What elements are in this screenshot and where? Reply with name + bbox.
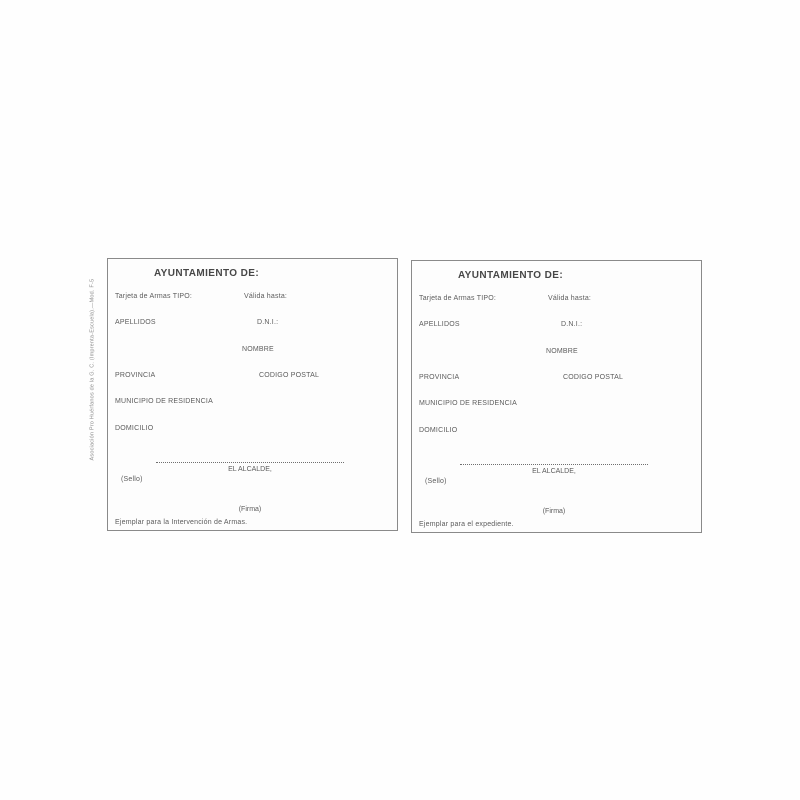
- field-label-codigo-postal: CODIGO POSTAL: [563, 374, 624, 381]
- field-label-tarjeta-tipo: Tarjeta de Armas TIPO:: [419, 295, 497, 302]
- field-label-dni: D.N.I.:: [561, 321, 583, 328]
- card-footer-copy-note: Ejemplar para el expediente.: [419, 521, 514, 528]
- ayuntamiento-title: AYUNTAMIENTO DE:: [153, 268, 260, 279]
- field-label-domicilio: DOMICILIO: [419, 427, 458, 434]
- field-label-tarjeta-tipo: Tarjeta de Armas TIPO:: [115, 293, 193, 300]
- field-label-apellidos: APELLIDOS: [115, 319, 156, 326]
- field-label-apellidos: APELLIDOS: [419, 321, 460, 328]
- ayuntamiento-title: AYUNTAMIENTO DE:: [457, 270, 564, 281]
- alcalde-label: EL ALCALDE,: [228, 466, 272, 473]
- weapon-card-form-expediente: [411, 260, 702, 533]
- sello-label: (Sello): [121, 476, 143, 483]
- field-label-provincia: PROVINCIA: [115, 372, 156, 379]
- field-label-valida-hasta: Válida hasta:: [244, 293, 288, 300]
- sello-label: (Sello): [425, 478, 447, 485]
- signature-dotted-line: [460, 464, 648, 465]
- field-label-codigo-postal: CODIGO POSTAL: [259, 372, 320, 379]
- field-label-nombre: NOMBRE: [546, 348, 578, 355]
- field-label-domicilio: DOMICILIO: [115, 425, 154, 432]
- field-label-municipio: MUNICIPIO DE RESIDENCIA: [419, 400, 517, 407]
- field-label-valida-hasta: Válida hasta:: [548, 295, 592, 302]
- card-footer-copy-note: Ejemplar para la Intervención de Armas.: [115, 519, 248, 526]
- field-label-nombre: NOMBRE: [242, 346, 274, 353]
- weapon-card-form-intervencion: [107, 258, 398, 531]
- firma-label: (Firma): [238, 506, 262, 513]
- field-label-provincia: PROVINCIA: [419, 374, 460, 381]
- signature-dotted-line: [156, 462, 344, 463]
- alcalde-label: EL ALCALDE,: [532, 468, 576, 475]
- field-label-dni: D.N.I.:: [257, 319, 279, 326]
- printer-imprint-vertical-text: Asociación Pro Huérfanos de la G. C. (Imprenta-Escuela).—Mod. F-5: [89, 278, 96, 461]
- firma-label: (Firma): [542, 508, 566, 515]
- field-label-municipio: MUNICIPIO DE RESIDENCIA: [115, 398, 213, 405]
